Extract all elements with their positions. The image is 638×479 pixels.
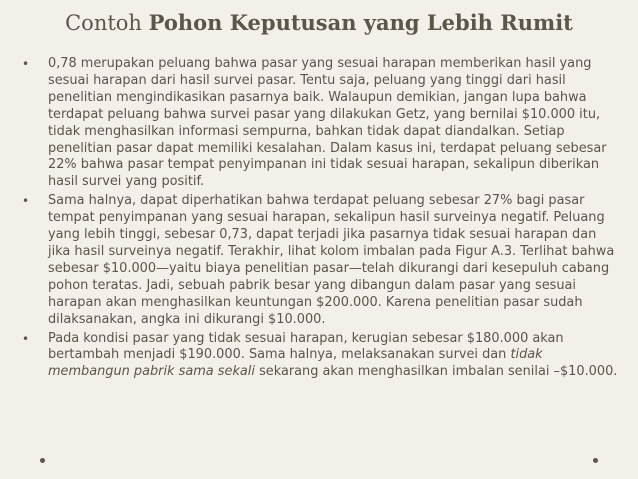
slide-title [0,9,638,37]
bullet-item [22,56,622,191]
title-main: Pohon Keputusan yang Lebih Rumit [148,10,573,35]
bullet-marker: • [22,331,30,346]
decorative-dot-left [40,458,45,463]
bullet-list [22,56,622,383]
bullet-text-start: Pada kondisi pasar yang tidak sesuai harapan, kerugian sebesar $180.000 akan bertambah menjadi $190.000. Sama halnya, melaksanakan survei dan [48,330,564,363]
bullet-text [48,331,622,382]
bullet-text: Sama halnya, dapat diperhatikan bahwa terdapat peluang sebesar 27% bagi pasar tempat penyimpanan yang sesuai harapan, sekalipun hasil surveinya negatif. Peluang yang lebih tinggi, sebesar 0,73, dapat terjadi jika pasarnya tidak sesuai harapan dan jika hasil surveinya negatif. Terakhir, lihat kolom imbalan pada Figur A.3. Terlihat bahwa sebesar $10.000—yaitu biaya penelitian pasar—telah dikurangi dari kesepuluh cabang pohon teratas. Jadi, sebuah pabrik besar yang dibangun dalam pasar yang sesuai harapan akan menghasilkan keuntungan $200.000. Karena penelitian pasar sudah dilaksanakan, angka ini dikurangi $10.000. [48,193,615,327]
title-prefix: Contoh [65,11,149,35]
decorative-dot-right [593,458,598,463]
bullet-item [22,193,622,328]
bullet-text-end: sekarang akan menghasilkan imbalan senilai –$10.000. [254,364,618,380]
bullet-text-italic: tidak membangun pabrik sama sekali [48,347,543,380]
bullet-text: 0,78 merupakan peluang bahwa pasar yang sesuai harapan memberikan hasil yang sesuai harapan dari hasil survei pasar. Tentu saja, peluang yang tinggi dari hasil penelitian mengindikasikan pasarnya baik. Walaupun demikian, jangan lupa bahwa terdapat peluang bahwa survei pasar yang dilakukan Getz, yang bernilai $10.000 itu, tidak menghasilkan informasi sempurna, bahkan tidak dapat diandalkan. Setiap penelitian pasar dapat memiliki kesalahan. Dalam kasus ini, terdapat peluang sebesar 22% bahwa pasar tempat penyimpanan ini tidak sesuai harapan, sekalipun diberikan hasil survei yang positif. [48,56,607,190]
bullet-marker: • [22,194,30,209]
bullet-marker: • [22,57,30,71]
bullet-item [22,331,622,382]
